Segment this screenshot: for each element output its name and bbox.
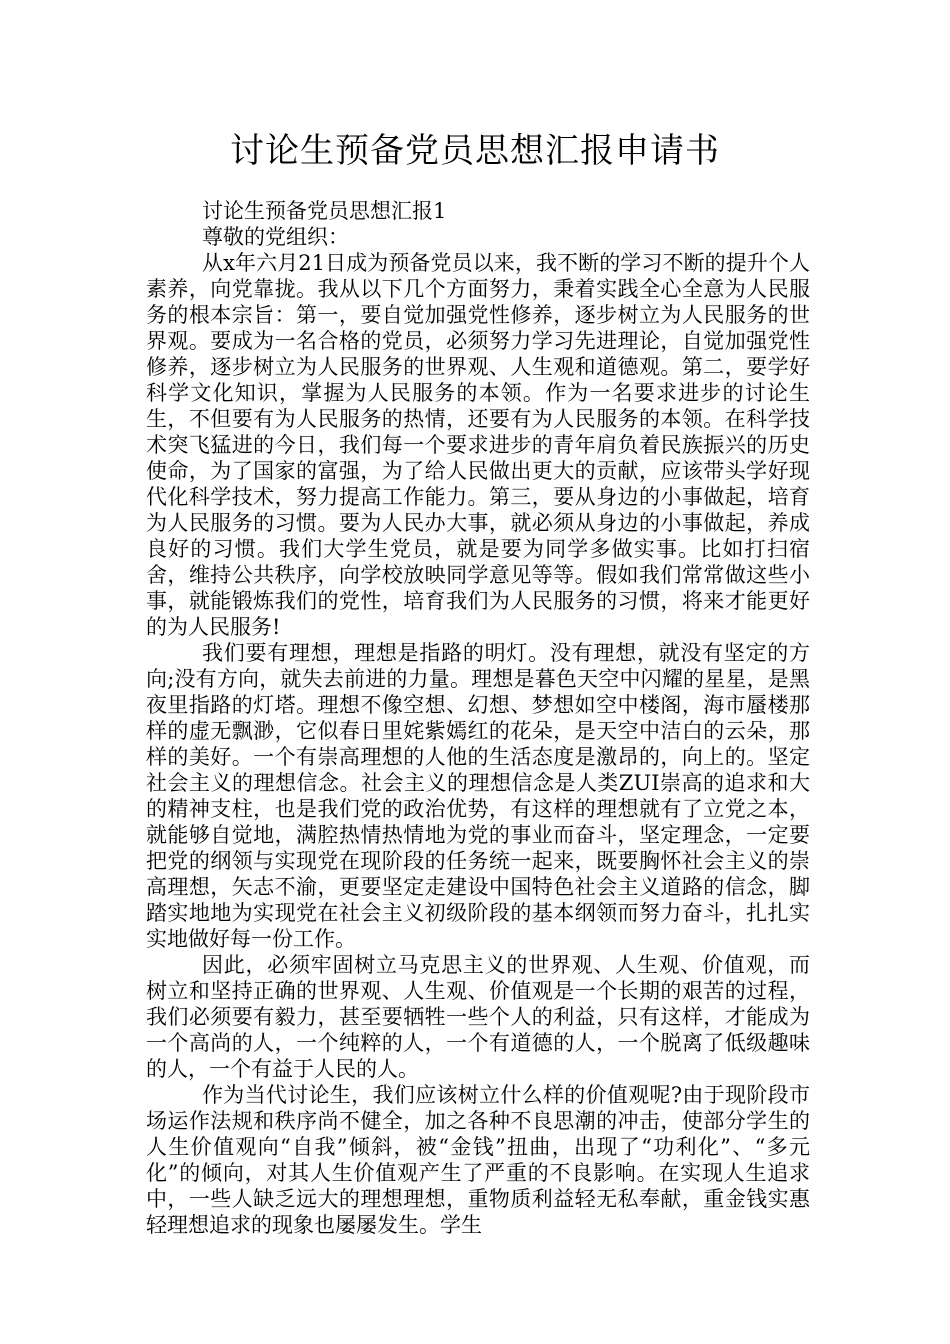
page-title: 讨论生预备党员思想汇报申请书 [230, 131, 720, 171]
document-body [146, 198, 810, 1238]
paragraph-4: 作为当代讨论生，我们应该树立什么样的价值观呢?由于现阶段市场运作法规和秩序尚不健全，加之各种不良思潮的冲击，使部分学生的人生价值观向“自我”倾斜，被“金钱”扭曲，出现了“功利化”、“多元化”的倾向，对其人生价值观产生了严重的不良影响。在实现人生追求中，一些人缺乏远大的理想理想，重物质利益轻无私奉献，重金钱实惠轻理想追求的现象也屡屡发生。学生 [146, 1083, 810, 1237]
paragraph-3: 因此，必须牢固树立马克思主义的世界观、人生观、价值观，而树立和坚持正确的世界观、人生观、价值观是一个长期的艰苦的过程，我们必须要有毅力，甚至要牺牲一些个人的利益，只有这样，才能成为一个高尚的人，一个纯粹的人，一个有道德的人，一个脱离了低级趣味的人，一个有益于人民的人。 [146, 953, 810, 1081]
document-subtitle: 讨论生预备党员思想汇报1 [202, 199, 447, 223]
paragraph-1: 从x年六月21日成为预备党员以来，我不断的学习不断的提升个人素养，向党靠拢。我从以下几个方面努力，秉着实践全心全意为人民服务的根本宗旨：第一，要自觉加强党性修养，逐步树立为人民服务的世界观。要成为一名合格的党员，必须努力学习先进理论，自觉加强党性修养，逐步树立为人民服务的世界观、人生观和道德观。第二，要学好科学文化知识，掌握为人民服务的本领。作为一名要求进步的讨论生生，不但要有为人民服务的热情，还要有为人民服务的本领。在科学技术突飞猛进的今日，我们每一个要求进步的青年肩负着民族振兴的历史使命，为了国家的富强，为了给人民做出更大的贡献，应该带头学好现代化科学技术，努力提高工作能力。第三，要从身边的小事做起，培育为人民服务的习惯。要为人民办大事，就必须从身边的小事做起，养成良好的习惯。我们大学生党员，就是要为同学多做实事。比如打扫宿舍，维持公共秩序，向学校放映同学意见等等。假如我们常常做这些小事，就能锻炼我们的党性，培育我们为人民服务的习惯，将来才能更好的为人民服务! [146, 251, 810, 639]
paragraph-2: 我们要有理想，理想是指路的明灯。没有理想，就没有坚定的方向;没有方向，就失去前进的力量。理想是暮色天空中闪耀的星星，是黑夜里指路的灯塔。理想不像空想、幻想、梦想如空中楼阁，海市蜃楼那样的虚无飘渺，它似春日里姹紫嫣红的花朵，是天空中洁白的云朵，那样的美好。一个有崇高理想的人他的生活态度是激昂的，向上的。坚定社会主义的理想信念。社会主义的理想信念是人类ZUI崇高的追求和大的精神支柱，也是我们党的政治优势，有这样的理想就有了立党之本，就能够自觉地，满腔热情热情地为党的事业而奋斗，坚定理念，一定要把党的纲领与实现党在现阶段的任务统一起来，既要胸怀社会主义的崇高理想，矢志不渝，更要坚定走建设中国特色社会主义道路的信念，脚踏实地地为实现党在社会主义初级阶段的基本纲领而努力奋斗，扎扎实实地做好每一份工作。 [146, 641, 810, 951]
salutation: 尊敬的党组织： [202, 225, 349, 249]
